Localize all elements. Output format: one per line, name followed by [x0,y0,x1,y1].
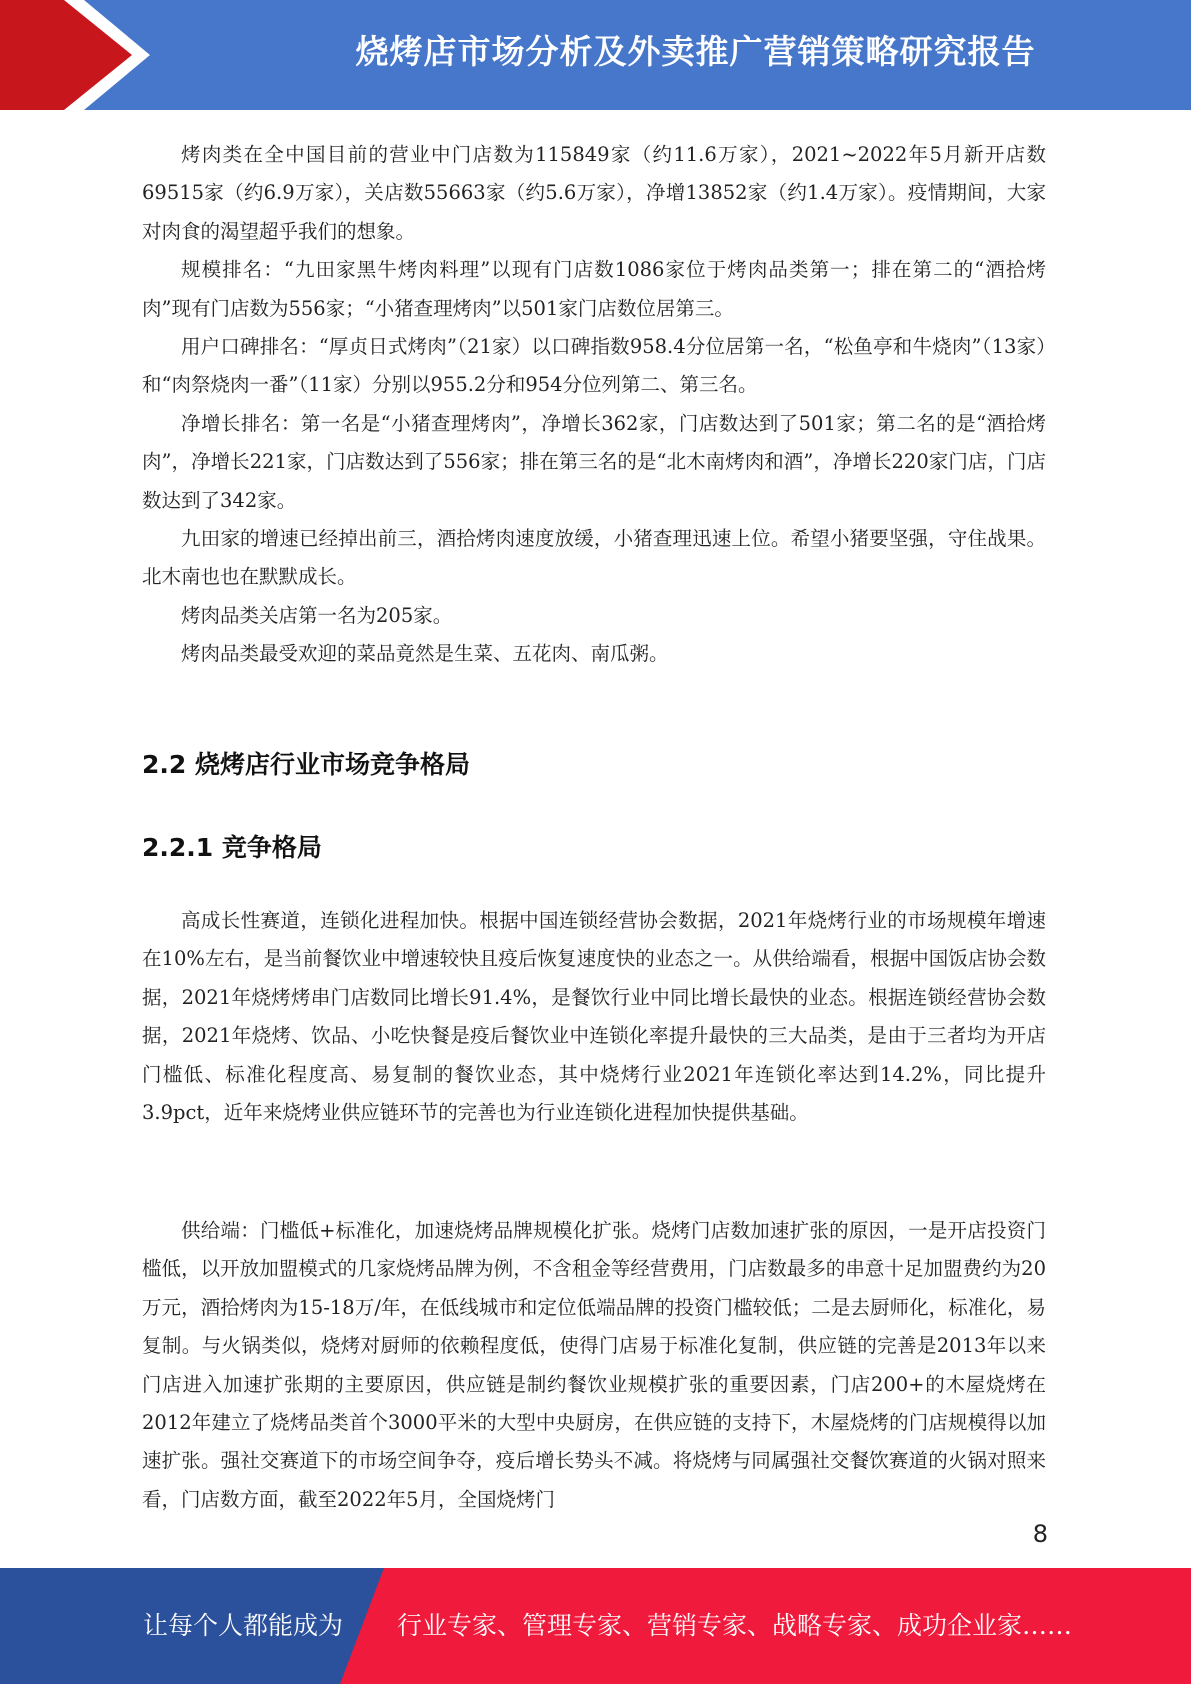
competition-paragraph-block-1 [142,902,1046,1132]
page-number: 8 [1032,1520,1048,1548]
paragraph-closure: 烤肉品类关店第一名为205家。 [181,603,453,627]
competition-paragraph-block-2 [142,1212,1046,1519]
paragraph-growth-comment: 九田家的增速已经掉出前三，酒拾烤肉速度放缓，小猪查理迅速上位。希望小猪要坚强，守住战果。北木南也也在默默成长。 [142,527,1046,589]
page-footer [0,1568,1191,1684]
paragraph-scale-ranking: 规模排名：“九田家黑牛烤肉料理”以现有门店数1086家位于烤肉品类第一；排在第二的“酒拾烤肉”现有门店数为556家；“小猪查理烤肉”以501家门店数位居第三。 [142,258,1046,320]
section-heading-2-2-1: 2.2.1 竞争格局 [142,833,322,862]
paragraph-market-count: 烤肉类在全中国目前的营业中门店数为115849家（约11.6万家），2021~2022年5月新开店数69515家（约6.9万家），关店数55663家（约5.6万家），净增13852家（约1.4万家）。疫情期间，大家对肉食的渴望超乎我们的想象。 [142,143,1046,243]
section-heading-2-2: 2.2 烧烤店行业市场竞争格局 [142,750,470,779]
paragraph-supply-side: 供给端：门槛低+标准化，加速烧烤品牌规模化扩张。烧烤门店数加速扩张的原因，一是开店投资门槛低，以开放加盟模式的几家烧烤品牌为例，不含租金等经营费用，门店数最多的串意十足加盟费约为20万元，酒拾烤肉为15-18万/年，在低线城市和定位低端品牌的投资门槛较低；二是去厨师化，标准化，易复制。与火锅类似，烧烤对厨师的依赖程度低，使得门店易于标准化复制，供应链的完善是2013年以来门店进入加速扩张期的主要原因，供应链是制约餐饮业规模扩张的重要因素，门店200+的木屋烧烤在2012年建立了烧烤品类首个3000平米的大型中央厨房，在供应链的支持下，木屋烧烤的门店规模得以加速扩张。强社交赛道下的市场空间争夺，疫后增长势头不减。将烧烤与同属强社交餐饮赛道的火锅对照来看，门店数方面，截至2022年5月，全国烧烤门 [142,1219,1046,1511]
intro-section [142,136,1046,674]
page-header [0,0,1191,110]
header-red-chevron [0,0,140,110]
footer-slogan-right: 行业专家、管理专家、营销专家、战略专家、成功企业家…… [397,1611,1073,1640]
paragraph-growth-ranking: 净增长排名：第一名是“小猪查理烤肉”，净增长362家，门店数达到了501家；第二名的是“酒拾烤肉”，净增长221家，门店数达到了556家；排在第三名的是“北木南烤肉和酒”，净增长220家门店，门店数达到了342家。 [142,411,1046,512]
paragraph-popular-dishes: 烤肉品类最受欢迎的菜品竟然是生菜、五花肉、南瓜粥。 [181,642,669,666]
paragraph-growth-track: 高成长性赛道，连锁化进程加快。根据中国连锁经营协会数据，2021年烧烤行业的市场规模年增速在10%左右，是当前餐饮业中增速较快且疫后恢复速度快的业态之一。从供给端看，根据中国饭店协会数据，2021年烧烤烤串门店数同比增长91.4%，是餐饮行业中同比增长最快的业态。根据连锁经营协会数据，2021年烧烤、饮品、小吃快餐是疫后餐饮业中连锁化率提升最快的三大品类，是由于三者均为开店门槛低、标准化程度高、易复制的餐饮业态，其中烧烤行业2021年连锁化率达到14.2%，同比提升3.9pct，近年来烧烤业供应链环节的完善也为行业连锁化进程加快提供基础。 [142,909,1046,1125]
report-title: 烧烤店市场分析及外卖推广营销策略研究报告 [355,32,1036,71]
footer-slogan-left: 让每个人都能成为 [143,1611,344,1640]
paragraph-reputation-ranking: 用户口碑排名：“厚贞日式烤肉”（21家）以口碑指数958.4分位居第一名，“松鱼亭和牛烧肉”（13家）和“肉祭烧肉一番”（11家）分别以955.2分和954分位列第二、第三名。 [142,335,1046,397]
